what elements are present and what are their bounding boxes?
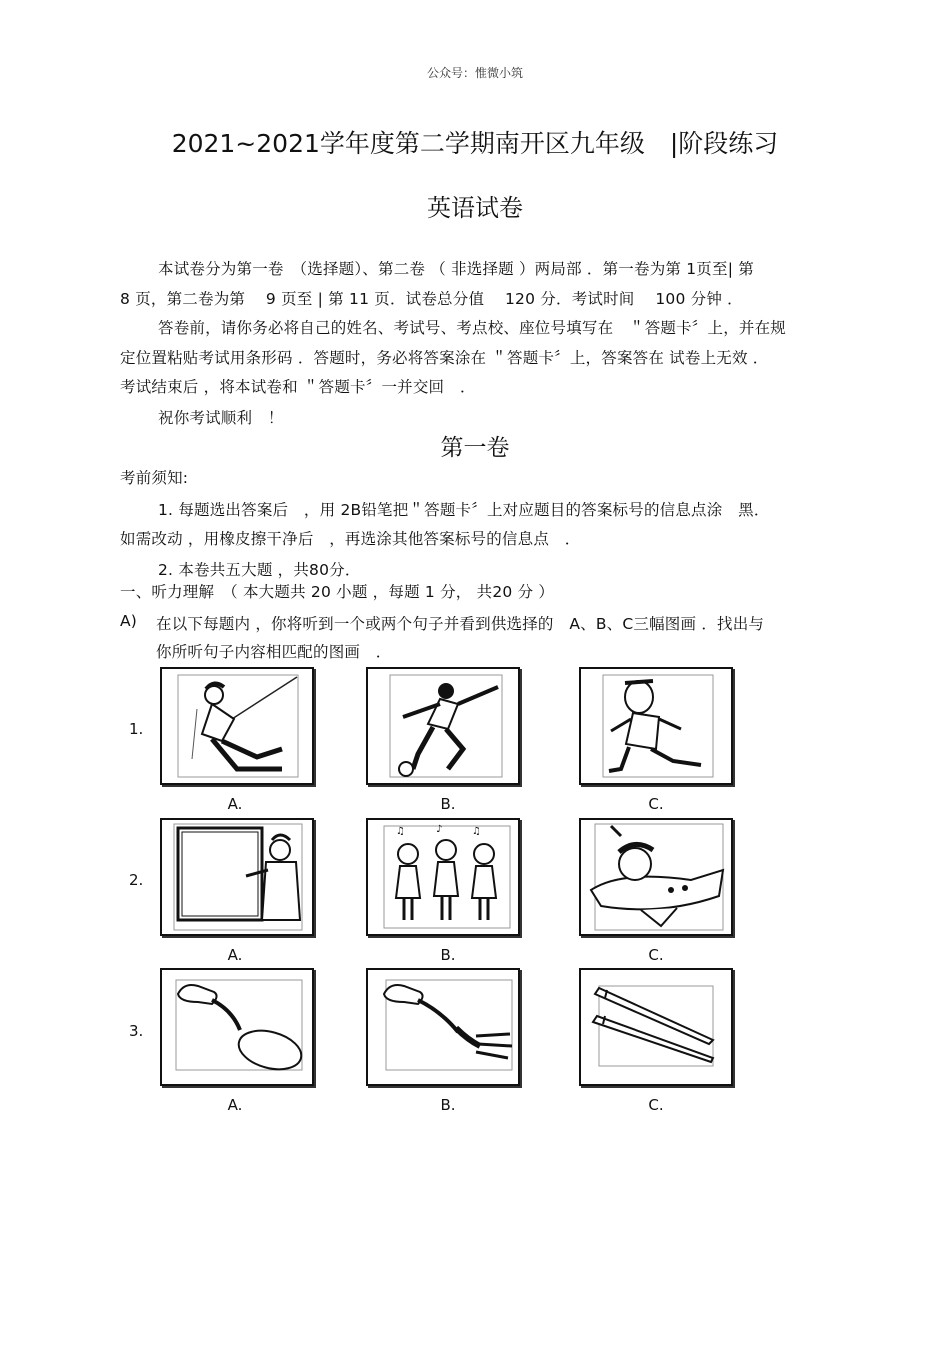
- option-label: B.: [440, 1096, 456, 1114]
- notice-heading: 考前须知:: [120, 469, 189, 487]
- part1-instruction: 在以下每题内 ，你将听到一个或两个句子并看到供选择的 A、B、C三幅图画 ．找出与: [156, 615, 765, 633]
- question-number: 3.: [129, 1022, 144, 1040]
- option-label: B.: [440, 795, 456, 813]
- intro-line: 考试结束后 ，将本试卷和 ＂答题卡〞一并交回 ．: [120, 378, 476, 396]
- good-luck-line: 祝你考试顺利 ！: [158, 409, 284, 427]
- running-man-icon[interactable]: [579, 667, 733, 785]
- part1-a-label: A): [120, 612, 138, 630]
- part1-instruction: 你所听句子内容相匹配的图画 ．: [156, 643, 392, 661]
- exam-title: 2021~2021学年度第二学期南开区九年级 |阶段练习: [171, 129, 779, 158]
- spoon-icon[interactable]: [160, 968, 314, 1086]
- section-title: 第一卷: [440, 435, 510, 461]
- chopsticks-icon[interactable]: [579, 968, 733, 1086]
- teacher-blackboard-icon[interactable]: [160, 818, 314, 936]
- option-label: C.: [648, 795, 664, 813]
- option-label: C.: [648, 1096, 664, 1114]
- fork-icon[interactable]: [366, 968, 520, 1086]
- notice-item: 如需改动 ，用橡皮擦干净后 ，再选涂其他答案标号的信息点 ．: [120, 530, 581, 548]
- question-number: 1.: [129, 720, 144, 738]
- intro-line: 8 页，第二卷为第 9 页至 | 第 11 页．试卷总分值 120 分．考试时间 100 分钟 ．: [120, 290, 743, 308]
- page-header: 公众号：惟微小筑: [426, 66, 523, 80]
- intro-line: 定位置粘贴考试用条形码 ．答题时，务必将答案涂在 ＂答题卡〞上，答案答在 试卷上无效 ．: [120, 349, 769, 367]
- singing-girls-icon[interactable]: [366, 818, 520, 936]
- part1-heading: 一、听力理解 （ 本大题共 20 小题 ，每题 1 分， 共20 分 ）: [120, 583, 555, 601]
- option-label: B.: [440, 946, 456, 964]
- soccer-player-icon[interactable]: [366, 667, 520, 785]
- question-number: 2.: [129, 871, 144, 889]
- rock-climber-icon[interactable]: [160, 667, 314, 785]
- intro-line: 本试卷分为第一卷 （选择题）、第二卷 （ 非选择题 ）两局部 ．第一卷为第 1页至| 第: [158, 260, 754, 278]
- option-label: C.: [648, 946, 664, 964]
- svg-text:♫: ♫: [472, 826, 481, 837]
- svg-text:♫: ♫: [396, 826, 405, 837]
- svg-text:♪: ♪: [436, 824, 443, 835]
- exam-subtitle: 英语试卷: [427, 194, 523, 222]
- option-label: A.: [227, 1096, 243, 1114]
- notice-item: 2. 本卷共五大题 ，共80分．: [158, 561, 361, 579]
- pilot-plane-icon[interactable]: [579, 818, 733, 936]
- option-label: A.: [227, 946, 243, 964]
- intro-line: 答卷前，请你务必将自己的姓名、考试号、考点校、座位号填写在 ＂答题卡〞上，并在规: [158, 319, 787, 337]
- notice-item: 1. 每题选出答案后 ，用 2B铅笔把＂答题卡〞上对应题目的答案标号的信息点涂 黑．: [158, 501, 770, 519]
- option-label: A.: [227, 795, 243, 813]
